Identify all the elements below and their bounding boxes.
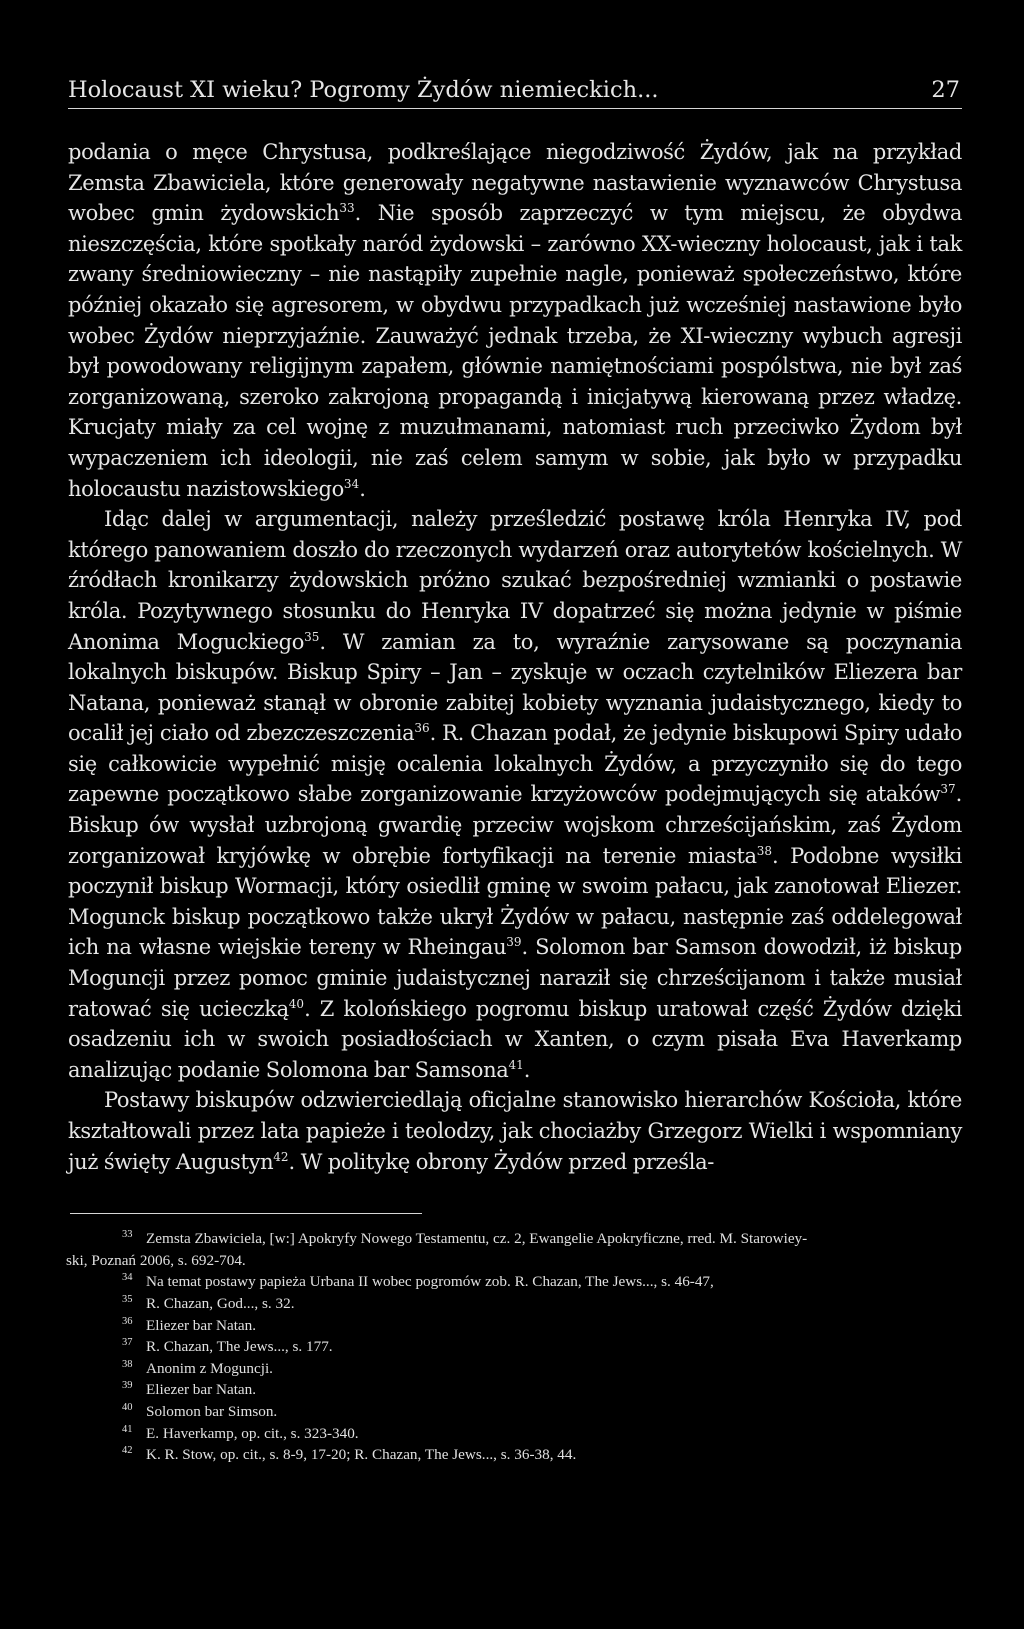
footnote-ref-39[interactable]: 39	[506, 935, 522, 950]
footnote-ref-40[interactable]: 40	[288, 996, 305, 1011]
footnote-ref-36[interactable]: 36	[414, 721, 430, 736]
footnote-mark: 34	[122, 1272, 133, 1284]
footnote-ref-35[interactable]: 35	[304, 629, 320, 644]
footnote-text: Eliezer bar Natan.	[146, 1316, 257, 1334]
footnote-mark: 42	[122, 1445, 133, 1457]
footnote-42	[68, 1444, 962, 1466]
paragraph-2	[68, 504, 962, 1085]
running-header	[68, 76, 962, 109]
footnote-35	[68, 1293, 962, 1315]
footnote-ref-37[interactable]: 37	[940, 782, 956, 797]
footnote-mark: 38	[122, 1358, 133, 1370]
footnote-separator	[70, 1213, 422, 1214]
text-segment: . Biskup ów wysłał uzbrojoną gwardię przeciw wojskom chrześcijańskim, zaś Żydom zorganizował kryjówkę w obrębie fortyfikacji na terenie miasta	[68, 782, 962, 868]
text-segment: . Solomon bar Samson dowodził, iż biskup Moguncji przez pomoc gminie judaistycznej naraził się chrześcijanom i także musiał ratować się ucieczką	[68, 935, 962, 1021]
text-segment: podania o męce Chrystusa, podkreślające niegodziwość Żydów, jak na przykład Zemsta Zbawiciela, które generowały negatywne nastawienie wyznawców Chrystusa wobec gmin żydowskich	[68, 140, 962, 226]
footnote-36	[68, 1315, 962, 1337]
main-text	[68, 137, 962, 1177]
footnote-mark: 35	[122, 1293, 133, 1305]
footnote-mark: 40	[122, 1401, 133, 1413]
footnote-mark: 37	[122, 1337, 133, 1349]
text-segment: . W zamian za to, wyraźnie zarysowane są poczynania lokalnych biskupów. Biskup Spiry – Jan – zyskuje w oczach czytelników Eliezera bar Natana, ponieważ stanął w obronie zabitej kobiety wyznania judaistycznego, kiedy to ocalił jej ciało od zbezczeszczenia	[68, 629, 962, 746]
footnote-text: R. Chazan, God..., s. 32.	[146, 1294, 295, 1312]
footnote-text-continued: ski, Poznań 2006, s. 692-704.	[66, 1251, 246, 1269]
footnote-39	[68, 1379, 962, 1401]
footnote-ref-38[interactable]: 38	[756, 843, 772, 858]
footnote-ref-41[interactable]: 41	[508, 1057, 524, 1072]
text-segment: .	[359, 476, 366, 501]
footnote-33	[68, 1228, 962, 1271]
text-segment: . Z kolońskiego pogromu biskup uratował część Żydów dzięki osadzeniu ich w swoich posiadłościach w Xanten, o czym pisała Eva Haverkamp analizując podanie Solomona bar Samsona	[68, 996, 962, 1082]
footnote-text: Solomon bar Simson.	[146, 1402, 278, 1420]
text-segment: . R. Chazan podał, że jedynie biskupowi Spiry udało się całkowicie wypełnić misję ocalenia lokalnych Żydów, a przyczyniło się do tego zapewne początkowo słabe zorganizowanie krzyżowców podejmujących się ataków	[68, 721, 962, 807]
paragraph-1	[68, 137, 962, 504]
footnote-text: E. Haverkamp, op. cit., s. 323-340.	[146, 1424, 359, 1442]
paragraph-3	[68, 1085, 962, 1177]
text-segment: Idąc dalej w argumentacji, należy prześledzić postawę króla Henryka IV, pod którego panowaniem doszło do rzeczonych wydarzeń oraz autorytetów kościelnych. W źródłach kronikarzy żydowskich próżno szukać bezpośredniej wzmianki o postawie króla. Pozytywnego stosunku do Henryka IV dopatrzeć się można jedynie w piśmie Anonima Moguckiego	[68, 507, 962, 654]
footnote-text: Zemsta Zbawiciela, [w:] Apokryfy Nowego Testamentu, cz. 2, Ewangelie Apokryficzne, rred. M. Starowiey-	[146, 1230, 808, 1248]
footnotes	[68, 1228, 962, 1466]
footnote-text: Anonim z Moguncji.	[146, 1359, 273, 1377]
text-segment: . Nie sposób zaprzeczyć w tym miejscu, że obydwa nieszczęścia, które spotkały naród żydowski – zarówno XX-wieczny holocaust, jak i tak zwany średniowieczny – nie nastąpiły zupełnie nagle, ponieważ społeczeństwo, które później okazało się agresorem, w obydwu przypadkach już wcześniej nastawione było wobec Żydów nieprzyjaźnie. Zauważyć jednak trzeba, że XI-wieczny wybuch agresji był powodowany religijnym zapałem, głównie namiętnościami pospólstwa, nie był zaś zorganizowaną, szeroko zakrojoną propagandą i inicjatywą kierowaną przez władzę. Krucjaty miały za cel wojnę z muzułmanami, natomiast ruch przeciwko Żydom był wypaczeniem ich ideologii, nie zaś celem samym w sobie, jak było w przypadku holocaustu nazistowskiego	[68, 201, 962, 501]
footnote-text: Eliezer bar Natan.	[146, 1381, 257, 1399]
text-segment: . Podobne wysiłki poczynił biskup Wormacji, który osiedlił gminę w swoim pałacu, jak zanotował Eliezer. Mogunck biskup początkowo także ukrył Żydów w pałacu, następnie zaś oddelegował ich na własne wiejskie tereny w Rheingau	[68, 843, 962, 960]
footnote-text: K. R. Stow, op. cit., s. 8-9, 17-20; R. Chazan, The Jews..., s. 36-38, 44.	[146, 1446, 577, 1464]
footnote-text: Na temat postawy papieża Urbana II wobec pogromów zob. R. Chazan, The Jews..., s. 46-47,	[146, 1273, 714, 1291]
footnote-mark: 39	[122, 1380, 133, 1392]
footnote-40	[68, 1401, 962, 1423]
footnote-mark: 41	[122, 1423, 133, 1435]
footnote-38	[68, 1358, 962, 1380]
footnote-34	[68, 1271, 962, 1293]
footnote-ref-42[interactable]: 42	[273, 1149, 289, 1164]
footnote-ref-33[interactable]: 33	[339, 201, 355, 216]
text-segment: . W politykę obrony Żydów przed prześla-	[288, 1149, 715, 1174]
footnote-ref-34[interactable]: 34	[343, 476, 360, 491]
footnote-mark: 33	[122, 1229, 133, 1241]
text-segment: Postawy biskupów odzwierciedlają oficjalne stanowisko hierarchów Kościoła, które kształtowali przez lata papieże i teolodzy, jak chociażby Grzegorz Wielki i wspomniany już święty Augustyn	[68, 1088, 962, 1174]
page-number: 27	[931, 77, 960, 103]
text-segment: .	[523, 1057, 531, 1082]
footnote-37	[68, 1336, 962, 1358]
footnote-41	[68, 1423, 962, 1445]
footnote-text: R. Chazan, The Jews..., s. 177.	[146, 1338, 333, 1356]
running-title: Holocaust XI wieku? Pogromy Żydów niemieckich...	[68, 77, 659, 103]
footnote-mark: 36	[122, 1315, 133, 1327]
